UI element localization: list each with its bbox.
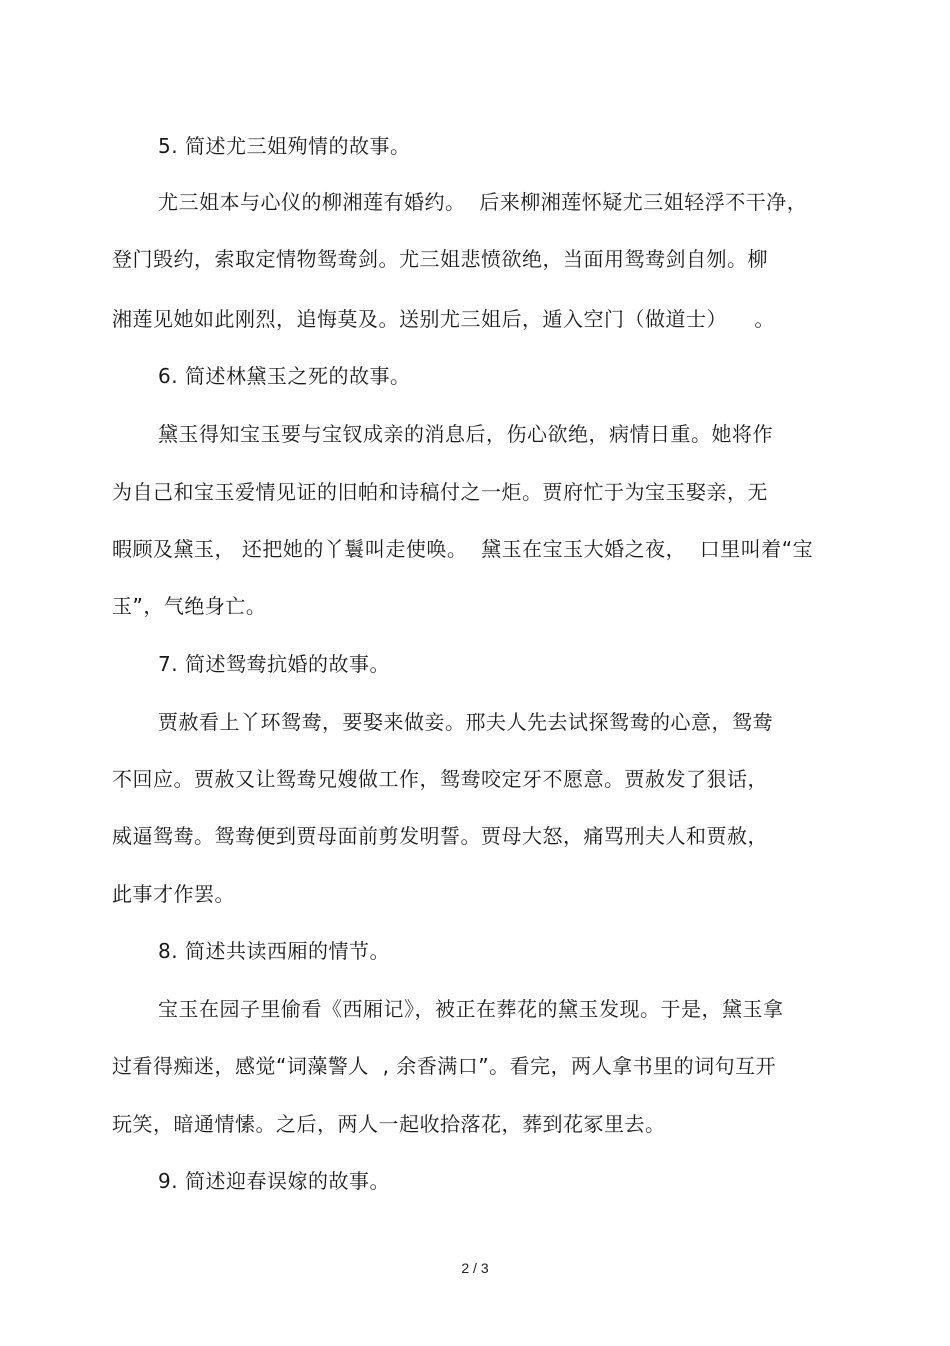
paragraph-line: 为自己和宝玉爱情见证的旧帕和诗稿付之一炬。贾府忙于为宝玉娶亲，无: [112, 480, 768, 504]
paragraph-line: 此事才作罢。: [112, 882, 235, 906]
heading-item-7: 7. 简述鸳鸯抗婚的故事。: [158, 652, 390, 676]
page-indicator: 2 / 3: [461, 1260, 489, 1276]
paragraph-line: 湘莲见她如此刚烈，追悔莫及。送别尤三姐后，遁入空门（做道士） 。: [112, 307, 775, 331]
paragraph-line: 玩笑，暗通情愫。之后，两人一起收拾落花，葬到花冢里去。: [112, 1112, 666, 1136]
heading-item-8: 8. 简述共读西厢的情节。: [158, 939, 390, 963]
paragraph-line: 宝玉在园子里偷看《西厢记》，被正在葬花的黛玉发现。于是，黛玉拿: [158, 997, 784, 1021]
heading-item-9: 9. 简述迎春误嫁的故事。: [158, 1169, 390, 1193]
paragraph-line: 贾赦看上丫环鸳鸯，要娶来做妾。邢夫人先去试探鸳鸯的心意，鸳鸯: [158, 710, 773, 734]
heading-item-5: 5. 简述尤三姐殉情的故事。: [158, 134, 411, 158]
paragraph-line: 威逼鸳鸯。鸳鸯便到贾母面前剪发明誓。贾母大怒，痛骂刑夫人和贾赦，: [112, 824, 768, 848]
heading-item-6: 6. 简述林黛玉之死的故事。: [158, 364, 411, 388]
paragraph-line: 不回应。贾赦又让鸳鸯兄嫂做工作，鸳鸯咬定牙不愿意。贾赦发了狠话，: [112, 767, 768, 791]
paragraph-line: 暇顾及黛玉， 还把她的丫鬟叫走使唤。 黛玉在宝玉大婚之夜， 口里叫着“宝: [112, 537, 814, 561]
paragraph-line: 玉”，气绝身亡。: [112, 594, 267, 618]
paragraph-line: 尤三姐本与心仪的柳湘莲有婚约。 后来柳湘莲怀疑尤三姐轻浮不干净，: [158, 190, 808, 214]
paragraph-line: 过看得痴迷，感觉“词藻警人 , 余香满口”。看完，两人拿书里的词句互开: [112, 1054, 777, 1078]
paragraph-line: 黛玉得知宝玉要与宝钗成亲的消息后，伤心欲绝，病情日重。她将作: [158, 422, 773, 446]
paragraph-line: 登门毁约，索取定情物鸳鸯剑。尤三姐悲愤欲绝，当面用鸳鸯剑自刎。柳: [112, 247, 768, 271]
